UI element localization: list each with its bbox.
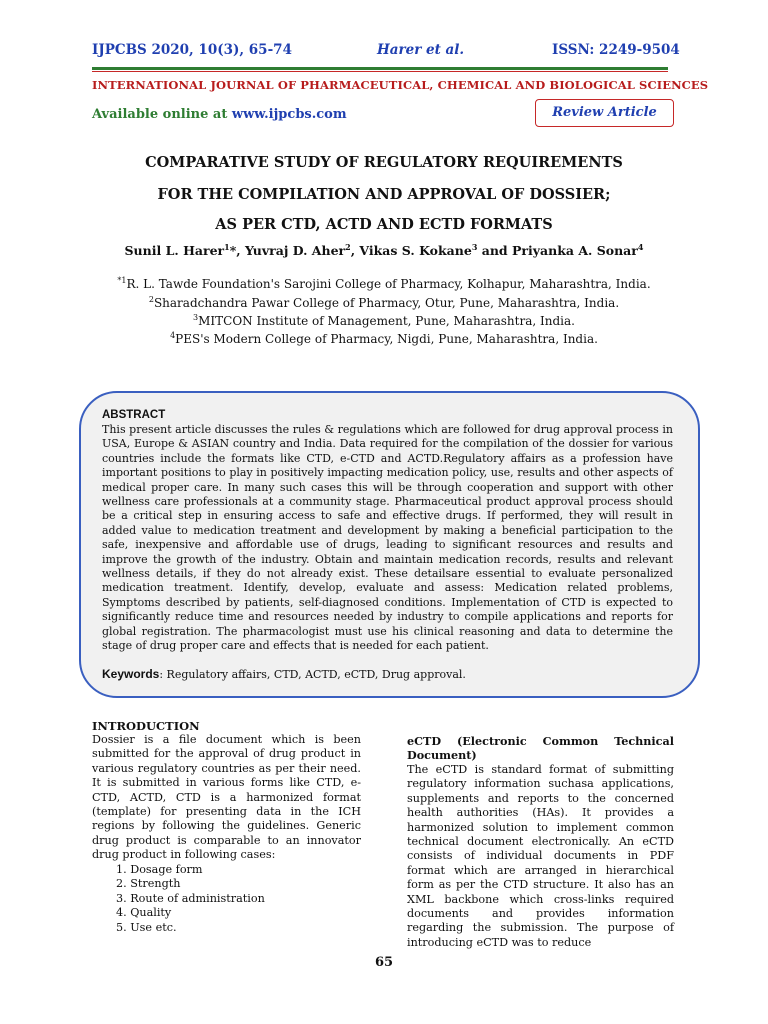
header-rule-red — [92, 71, 668, 72]
available-label: Available online at — [92, 107, 228, 122]
introduction-heading: INTRODUCTION — [92, 719, 200, 733]
journal-name: INTERNATIONAL JOURNAL OF PHARMACEUTICAL, CHEMICAL AND BIOLOGICAL SCIENCES — [92, 78, 709, 92]
author-sup: 1 — [224, 241, 230, 252]
affiliation — [0, 296, 768, 310]
title-line-1: COMPARATIVE STUDY OF REGULATORY REQUIREMENTS — [145, 154, 623, 171]
journal-url-link[interactable]: www.ijpcbs.com — [231, 107, 347, 122]
affiliation-text: PES's Modern College of Pharmacy, Nigdi, Pune, Maharashtra, India. — [175, 332, 598, 346]
author-name: Yuvraj D. Aher — [244, 243, 346, 258]
affiliation-mark: *1 — [117, 276, 127, 285]
introduction-list — [116, 863, 356, 935]
author-name: Sunil L. Harer — [124, 243, 225, 258]
issn: ISSN: 2249-9504 — [552, 42, 680, 58]
affiliation-mark: 3 — [193, 313, 199, 322]
author-name: Priyanka A. Sonar — [512, 243, 638, 258]
keywords-label: Keywords — [102, 667, 160, 681]
affiliation — [0, 277, 768, 291]
list-item: 3. Route of administration — [116, 891, 265, 905]
affiliation — [0, 314, 768, 328]
citation: IJPCBS 2020, 10(3), 65-74 — [92, 42, 292, 58]
running-author: Harer et al. — [377, 42, 465, 58]
affiliation-text: MITCON Institute of Management, Pune, Maharashtra, India. — [198, 314, 575, 328]
abstract-text: This present article discusses the rules & regulations which are followed for drug approval process in USA, Europe & ASIAN country and India. Data required for the compilation of the dossier for various countries include the formats like CTD, e-CTD and ACTD.Regulatory affairs as a profession have important positions to play in positively impacting medication policy, use, results and other aspects of medical proper care. In many such cases this will be through cooperation and support with other wellness care professionals at a community stage. Pharmaceutical product approval process should be a critical step in ensuring access to safe and effective drugs. If performed, they will result in added value to medication treatment and development by making a beneficial participation to the safe, inexpensive and affordable use of drugs, leading to significant resources and results and improve the growth of the industry. Obtain and maintain medication records, results and relevant wellness details, if they do not already exist. These detailsare essential to evaluate personalized medication treatment. Identify, develop, evaluate and assess: Medication related problems, Symptoms described by patients, self-diagnosed conditions. Implementation of CTD is expected to significantly reduce time and resources needed by industry to compile applications and reports for global registration. The pharmacologist must use his clinical reasoning and data to determine the stage of drug proper care and effects that is needed for each patient. — [102, 423, 673, 653]
title-line-3: AS PER CTD, ACTD AND ECTD FORMATS — [215, 216, 553, 233]
author-name: Vikas S. Kokane — [359, 243, 472, 258]
affiliation-mark: 4 — [170, 331, 176, 340]
list-item: 4. Quality — [116, 906, 172, 920]
list-item: 5. Use etc. — [116, 920, 177, 934]
affiliation — [0, 332, 768, 346]
article-type-badge: Review Article — [535, 99, 674, 127]
author-sup: 2 — [345, 241, 351, 252]
keywords-text: : Regulatory affairs, CTD, ACTD, eCTD, Drug approval. — [159, 668, 466, 681]
author-sep: , — [350, 243, 360, 258]
author-sep: *, — [229, 243, 245, 258]
introduction-text: Dossier is a file document which is been submitted for the approval of drug product in various regulatory countries as per their need. It is submitted in various forms like CTD, e-CTD, ACTD, CTD is a harmonized format (template) for presenting data in the ICH regions by following the guidelines. Generic drug product is comparable to an innovator drug product in following cases: — [92, 733, 361, 862]
header-rule-green — [92, 67, 668, 70]
author-sup: 4 — [637, 241, 644, 252]
title-line-2: FOR THE COMPILATION AND APPROVAL OF DOSSIER; — [157, 186, 611, 203]
availability-line — [92, 107, 347, 122]
keywords — [102, 667, 673, 681]
author-list — [0, 243, 768, 258]
page-number: 65 — [374, 955, 394, 970]
affiliation-text: Sharadchandra Pawar College of Pharmacy, Otur, Pune, Maharashtra, India. — [153, 296, 620, 310]
author-sup: 3 — [471, 241, 478, 252]
affiliation-mark: 2 — [148, 295, 154, 304]
affiliation-text: R. L. Tawde Foundation's Sarojini College of Pharmacy, Kolhapur, Maharashtra, India. — [126, 277, 651, 291]
abstract-heading: ABSTRACT — [102, 409, 166, 421]
ectd-heading: eCTD (Electronic Common Technical Document) — [407, 734, 674, 763]
author-sep: and — [477, 243, 513, 258]
list-item: 1. Dosage form — [116, 863, 203, 876]
ectd-text: The eCTD is standard format of submitting regulatory information suchasa applications, supplements and reports to the concerned health authorities (HAs). It provides a harmonized solution to implement common technical document electronically. An eCTD consists of individual documents in PDF format which are arranged in hierarchical form as per the CTD structure. It also has an XML backbone which cross-links required documents and provides information regarding the submission. The purpose of introducing eCTD was to reduce — [407, 763, 674, 949]
list-item: 2. Strength — [116, 877, 181, 891]
